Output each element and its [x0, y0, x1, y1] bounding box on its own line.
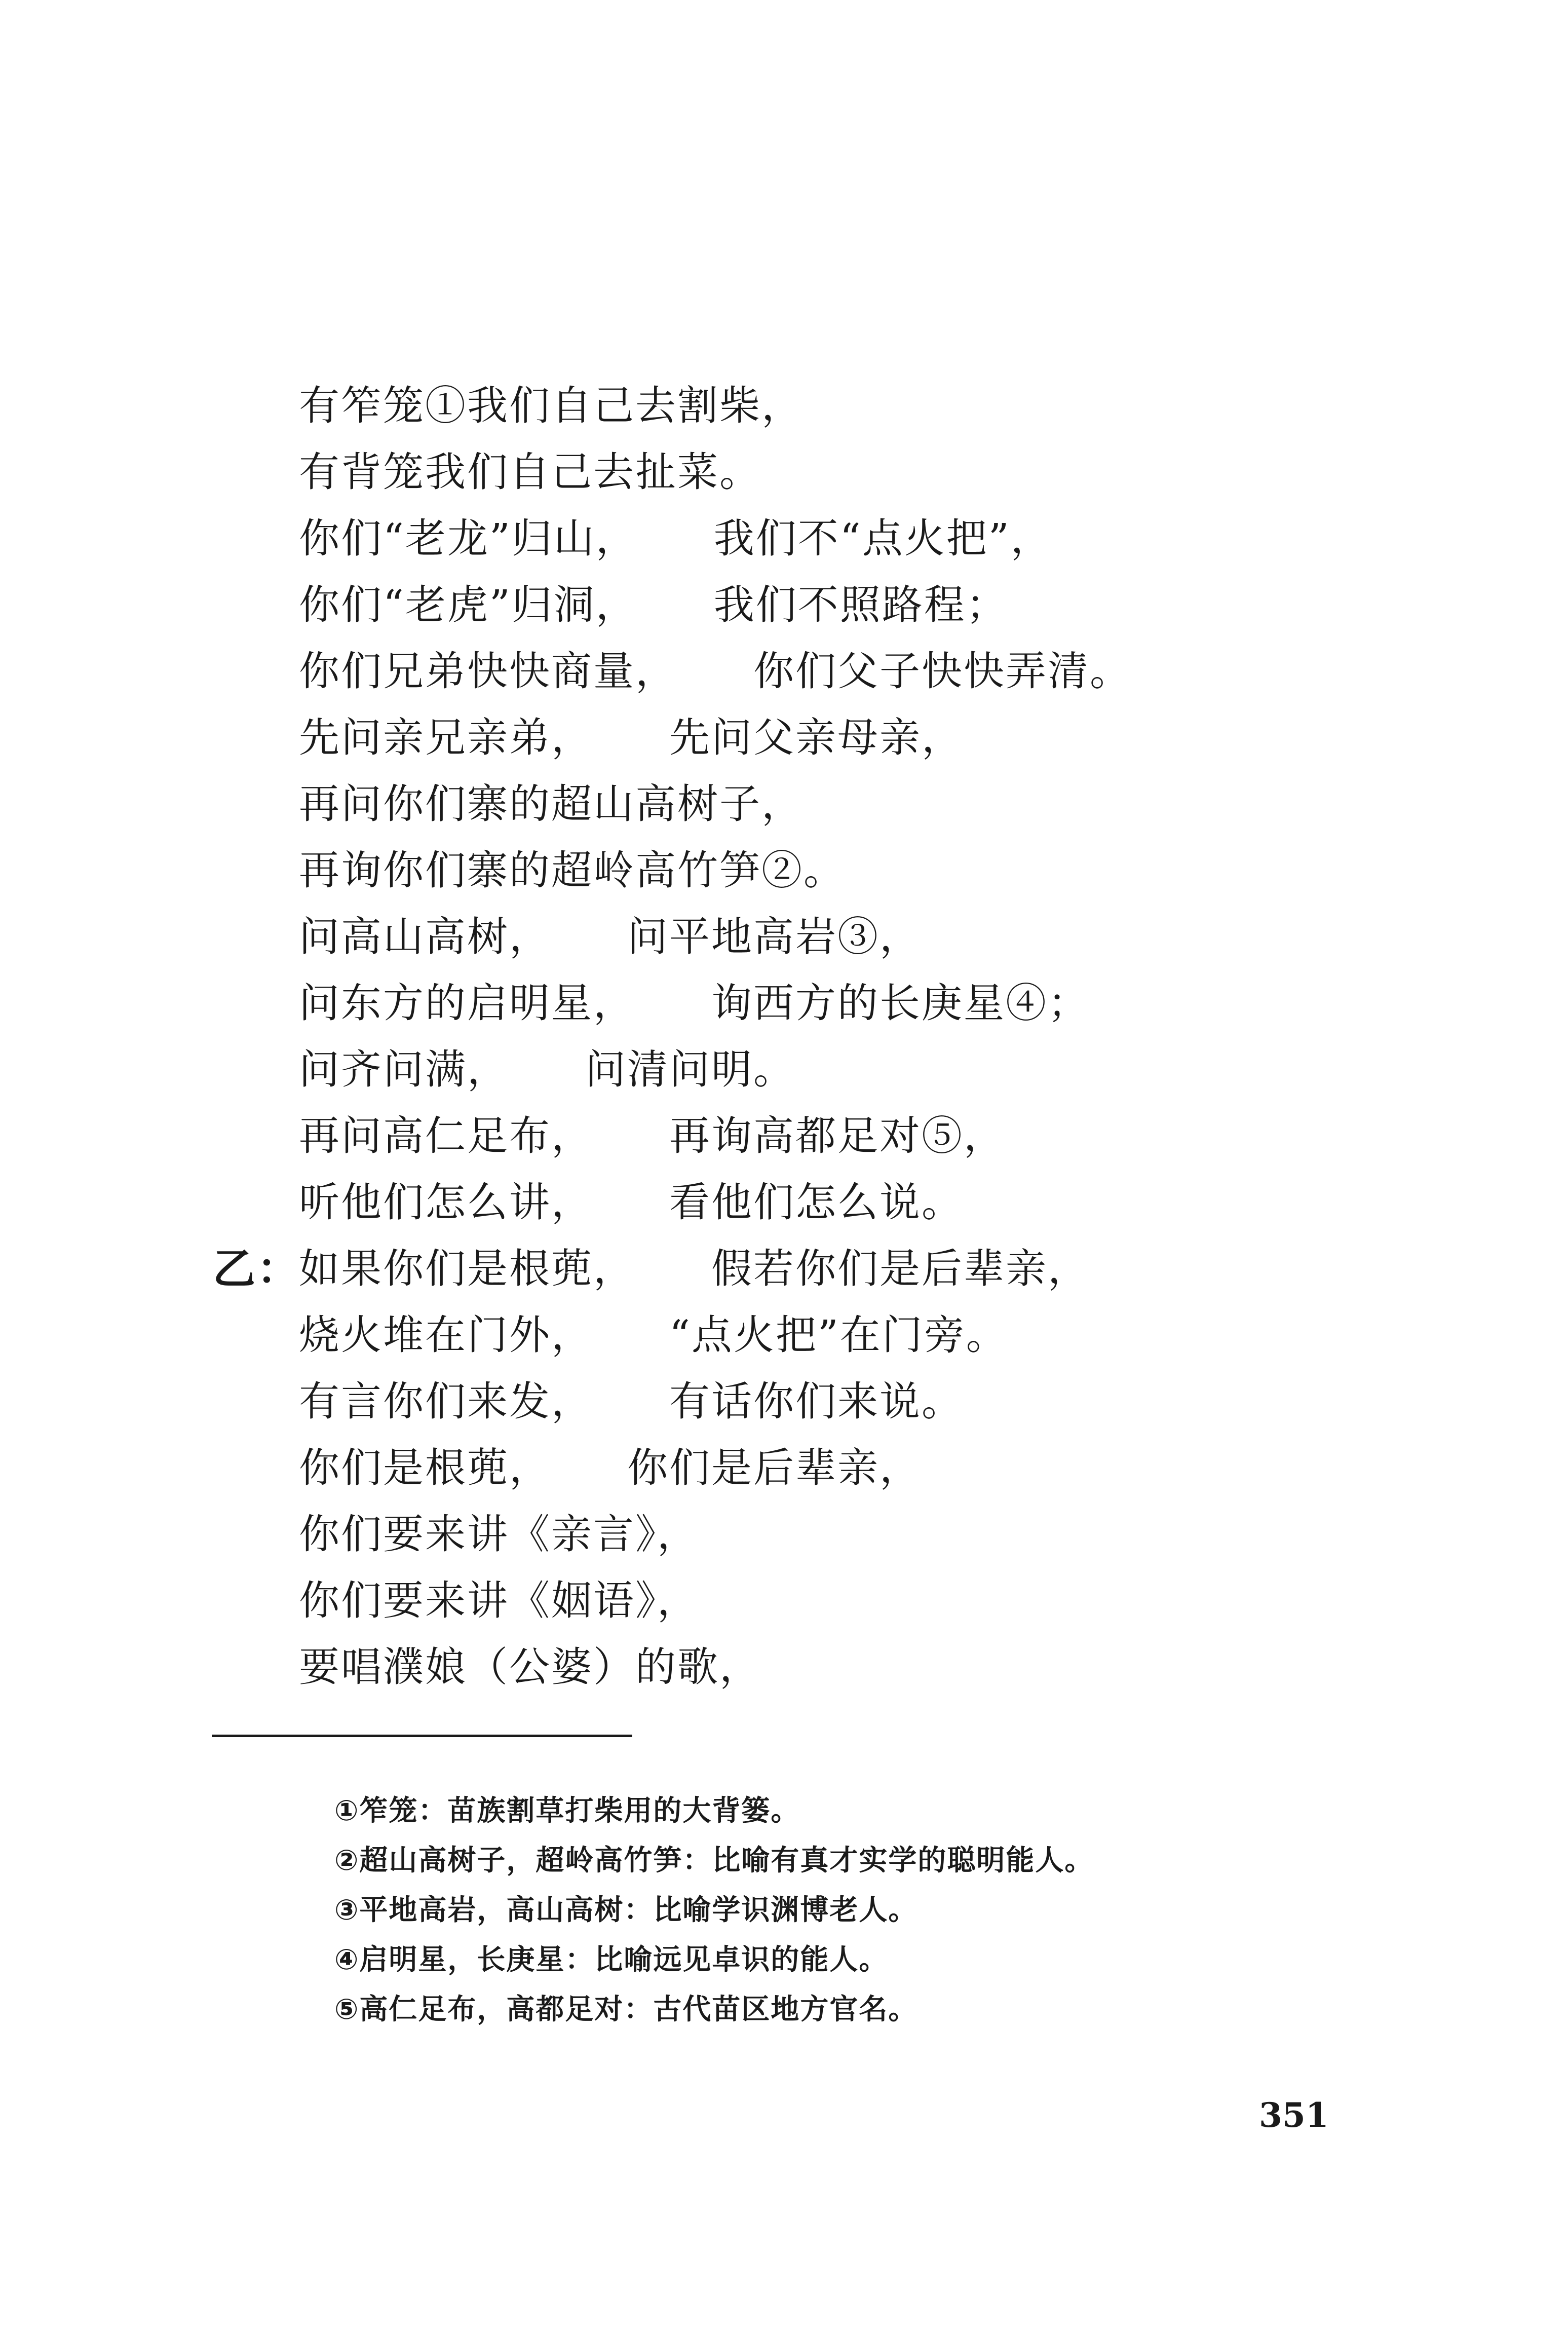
footnotes [334, 1786, 1348, 2035]
verse-line [299, 1435, 1312, 1501]
verse-phrase: 有笮笼①我们自己去割柴， [299, 382, 804, 429]
footnote: ③平地高岩，高山高树：比喻学识渊博老人。 [334, 1894, 918, 1927]
verse-line [299, 372, 1312, 439]
verse-text [213, 372, 1312, 1700]
verse-phrase: 问东方的启明星， [299, 980, 635, 1027]
verse-phrase: 问高山高树， [299, 913, 551, 960]
verse-phrase: 你们是后辈亲， [627, 1444, 922, 1491]
verse-phrase: 你们父子快快弄清。 [753, 648, 1132, 695]
footnote: ②超山高树子，超岭高竹笋：比喻有真才实学的聪明能人。 [334, 1844, 1094, 1877]
verse-line [299, 505, 1312, 572]
verse-line [299, 439, 1312, 505]
verse-line [299, 572, 1312, 638]
verse-phrase: 先问亲兄亲弟， [299, 714, 593, 761]
verse-phrase: 我们不“点火把”， [713, 515, 1053, 562]
footnote: ⑤高仁足布，高都足对：古代苗区地方官名。 [334, 1993, 918, 2026]
verse-phrase: 烧火堆在门外， [299, 1311, 593, 1359]
footnote: ④启明星，长庚星：比喻远见卓识的能人。 [334, 1943, 889, 1976]
verse-line [299, 638, 1312, 704]
verse-phrase: 假若你们是后辈亲， [711, 1245, 1090, 1292]
verse-line [299, 904, 1312, 970]
verse-phrase: 要唱濮娘（公婆）的歌， [299, 1643, 761, 1691]
verse-phrase: 问齐问满， [299, 1046, 509, 1093]
verse-phrase: 再询你们寨的超岭高竹笋②。 [299, 847, 846, 894]
page-number: 351 [1259, 2095, 1329, 2135]
verse-phrase: 你们要来讲《亲言》， [299, 1511, 699, 1558]
verse-line [299, 771, 1312, 837]
verse-phrase: 听他们怎么讲， [299, 1179, 593, 1226]
verse-phrase: 问平地高岩③， [627, 913, 922, 960]
verse-phrase: 再询高都足对⑤， [669, 1112, 1006, 1159]
verse-line [299, 970, 1312, 1036]
verse-line [299, 1501, 1312, 1567]
verse-line [213, 1235, 1312, 1302]
verse-phrase: 你们“老龙”归山， [299, 515, 638, 562]
verse-line [299, 1368, 1312, 1435]
verse-phrase: 再问你们寨的超山高树子， [299, 780, 804, 828]
verse-phrase: 有言你们来发， [299, 1378, 593, 1425]
verse-line [299, 1634, 1312, 1700]
verse-line [299, 1302, 1312, 1368]
verse-line [299, 1103, 1312, 1169]
verse-line [299, 1169, 1312, 1235]
verse-phrase: 你们要来讲《姻语》， [299, 1577, 699, 1624]
verse-phrase: 你们是根蔸， [299, 1444, 551, 1491]
verse-phrase: 再问高仁足布， [299, 1112, 593, 1159]
verse-phrase: 有背笼我们自己去扯菜。 [299, 448, 761, 496]
verse-phrase: 问清问明。 [585, 1046, 795, 1093]
verse-phrase: 你们兄弟快快商量， [299, 648, 677, 695]
verse-line [299, 704, 1312, 771]
verse-phrase: “点火把”在门旁。 [669, 1311, 1008, 1359]
verse-phrase: 询西方的长庚星④； [711, 980, 1090, 1027]
verse-phrase: 如果你们是根蔸， [299, 1245, 635, 1292]
footnote-divider [212, 1735, 632, 1737]
verse-line [299, 837, 1312, 904]
footnote: ①笮笼：苗族割草打柴用的大背篓。 [334, 1794, 800, 1827]
verse-phrase: 先问父亲母亲， [669, 714, 964, 761]
verse-phrase: 有话你们来说。 [669, 1378, 964, 1425]
verse-line [299, 1036, 1312, 1103]
verse-phrase: 看他们怎么说。 [669, 1179, 964, 1226]
speaker-label: 乙： [213, 1244, 301, 1294]
verse-phrase: 我们不照路程； [713, 581, 1008, 628]
verse-line [299, 1567, 1312, 1634]
verse-phrase: 你们“老虎”归洞， [299, 581, 638, 628]
